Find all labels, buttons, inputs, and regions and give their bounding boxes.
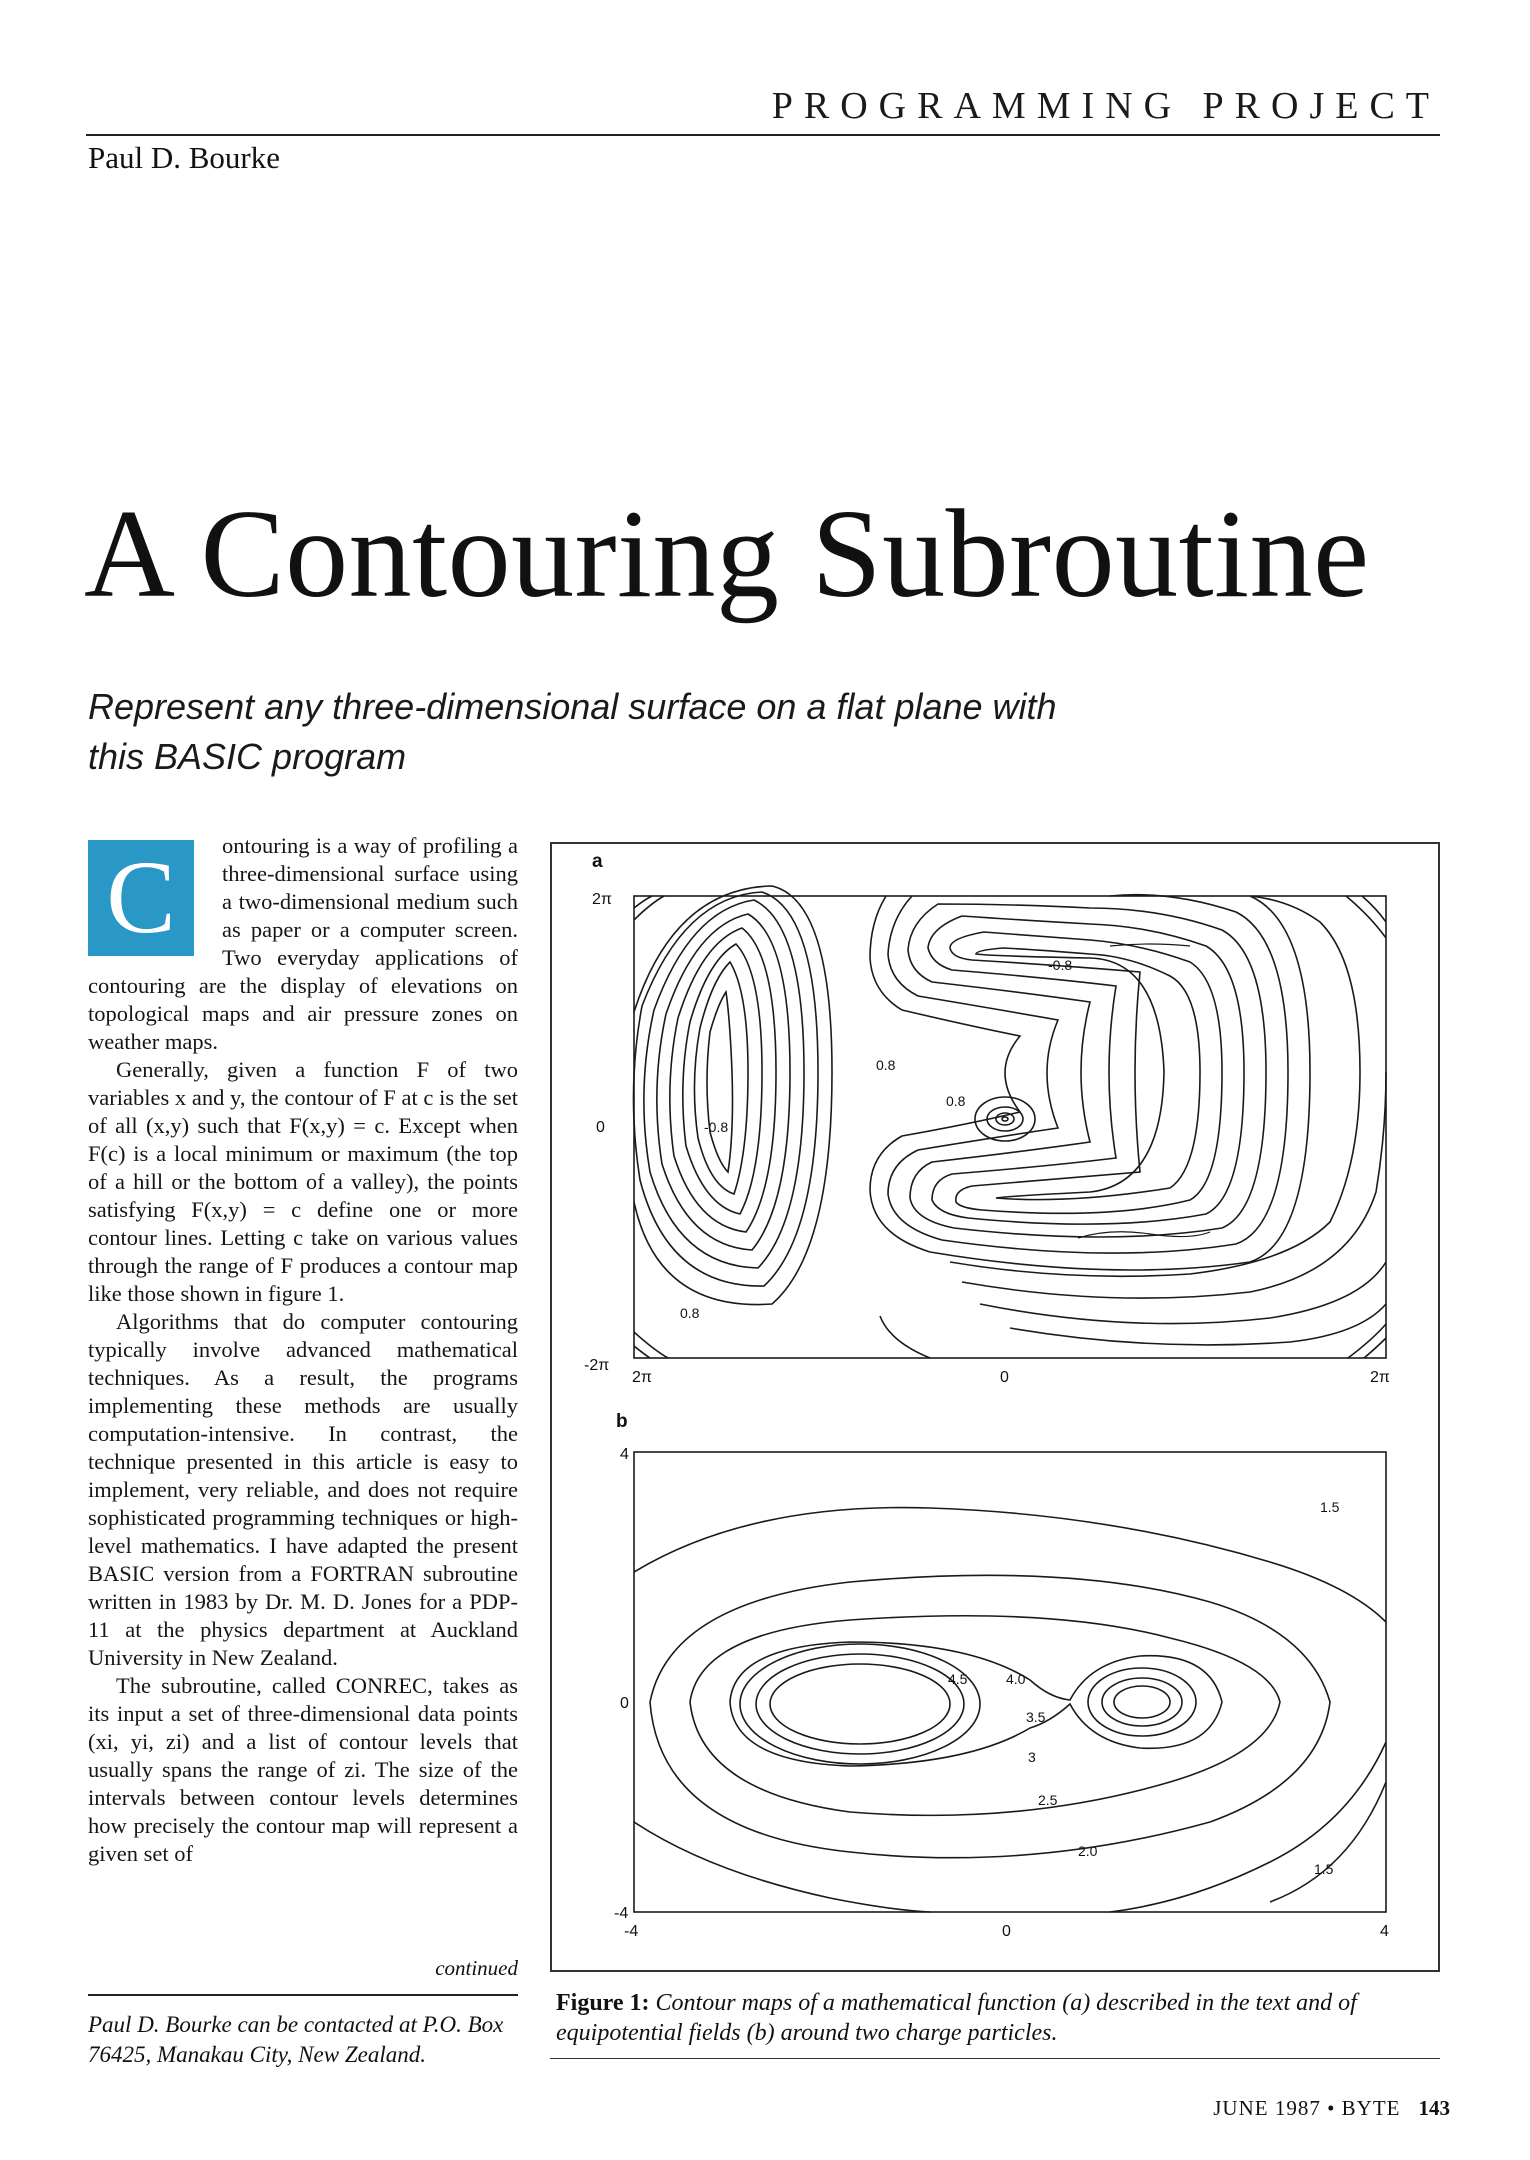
panel-a-xtick-left: 2π: [632, 1369, 652, 1386]
author-byline: Paul D. Bourke: [88, 140, 281, 175]
panel-a-right-c-contours: [870, 895, 1386, 1358]
panel-a-xtick-right: 2π: [1370, 1369, 1390, 1386]
panel-a-annotation: -0.8: [1048, 957, 1073, 973]
footer-issue: JUNE 1987 • BYTE: [1213, 2096, 1401, 2120]
panel-a-ytick-bottom: -2π: [584, 1357, 610, 1374]
panel-a-corner-contour: [634, 1332, 668, 1358]
panel-b-ytick-top: 4: [620, 1446, 629, 1463]
article-title: A Contouring Subroutine: [84, 485, 1370, 624]
panel-a-corner-contour: [1348, 1324, 1386, 1358]
figure-caption-text: Contour maps of a mathematical function (a) described in the text and of equipotential fields (b) around two charge particles.: [556, 1990, 1357, 2046]
section-label: PROGRAMMING PROJECT: [771, 85, 1440, 127]
panel-b-annotation: 1.5: [1320, 1499, 1340, 1515]
panel-a-label: a: [592, 851, 603, 872]
footer-rule: [550, 2058, 1440, 2059]
paragraph-4: The subroutine, called CONREC, takes as its input a set of three-dimensional data points (xi, yi, zi) and a list of contour levels that usually spans the range of zi. The size of the intervals between contour levels determines how precisely the contour map will represent a given set of: [88, 1673, 518, 1866]
page-footer: [1000, 2096, 1450, 2121]
header-rule: [86, 134, 1440, 136]
panel-a-annotation: 0.8: [876, 1057, 896, 1073]
panel-b-xtick-left: -4: [624, 1923, 639, 1940]
panel-b-xtick-right: 4: [1380, 1923, 1389, 1940]
paragraph-3: Algorithms that do computer contouring typically involve advanced mathematical techniques. As a result, the programs implementing these methods are usually computation-intensive. In contrast, the technique presented in this article is easy to implement, very reliable, and does not require sophisticated programming techniques or high-level mathematics. I have adapted the present BASIC version from a FORTRAN subroutine written in 1983 by Dr. M. D. Jones for a PDP-11 at the physics department at Auckland University in New Zealand.: [88, 1309, 518, 1670]
panel-b-annotation: 1.5: [1314, 1861, 1334, 1877]
paragraph-2: Generally, given a function F of two variables x and y, the contour of F at c is the set of all (x,y) such that F(x,y) = c. Except when F(c) is a local minimum or maximum (the top of a hill or the bottom of a valley), the points satisfying F(x,y) = c define one or more contour lines. Letting c take on various values through the range of F produces a contour map like those shown in figure 1.: [88, 1057, 518, 1306]
panel-a-corner-contour: [1346, 896, 1386, 938]
panel-a-left-basin-contours: [633, 886, 832, 1305]
figure-contour-maps: [550, 842, 1440, 1972]
continued-label: continued: [435, 1956, 518, 1980]
paragraph-1: ontouring is a way of profiling a three-dimensional surface using a two-dimensional medium such as paper or a computer screen. Two everyday applications of contouring are the display of elevations on topological maps and air pressure zones on weather maps.: [88, 833, 518, 1054]
panel-b-annotation: 4.5: [948, 1671, 968, 1687]
panel-a-annotation: -0.8: [704, 1119, 729, 1135]
panel-b-ytick-bottom: -4: [614, 1905, 629, 1922]
panel-b-annotation: 2.5: [1038, 1792, 1058, 1808]
panel-b-annotation: 3: [1028, 1749, 1036, 1765]
panel-a-annotation: 0.8: [946, 1093, 966, 1109]
page-number: 143: [1418, 2096, 1450, 2120]
panel-b-ytick-mid: 0: [620, 1695, 629, 1712]
panel-b-annotation: 2.0: [1078, 1843, 1098, 1859]
panel-a-ytick-top: 2π: [592, 891, 612, 908]
panel-b-annotation: 3.5: [1026, 1709, 1046, 1725]
panel-a-ytick-mid: 0: [596, 1119, 605, 1136]
figure-caption-label: Figure 1:: [556, 1990, 650, 2016]
note-rule: [88, 1994, 518, 1996]
panel-a-corner-contour: [634, 896, 664, 920]
panel-a-xtick-mid: 0: [1000, 1369, 1009, 1386]
panel-a-annotation: 0.8: [680, 1305, 700, 1321]
author-note: Paul D. Bourke can be contacted at P.O. Box 76425, Manakau City, New Zealand.: [88, 2012, 504, 2067]
drop-cap: C: [88, 840, 194, 956]
panel-b-label: b: [616, 1411, 628, 1432]
panel-b-annotation: 4.0: [1006, 1671, 1026, 1687]
panel-a-center-circles: [975, 1097, 1035, 1141]
panel-b-contours: [634, 1508, 1386, 1912]
figure-caption: [556, 1988, 1446, 2048]
panel-b-xtick-mid: 0: [1002, 1923, 1011, 1940]
article-subtitle: Represent any three-dimensional surface on a flat plane with this BASIC program: [88, 686, 1057, 777]
body-column: [88, 832, 518, 1868]
